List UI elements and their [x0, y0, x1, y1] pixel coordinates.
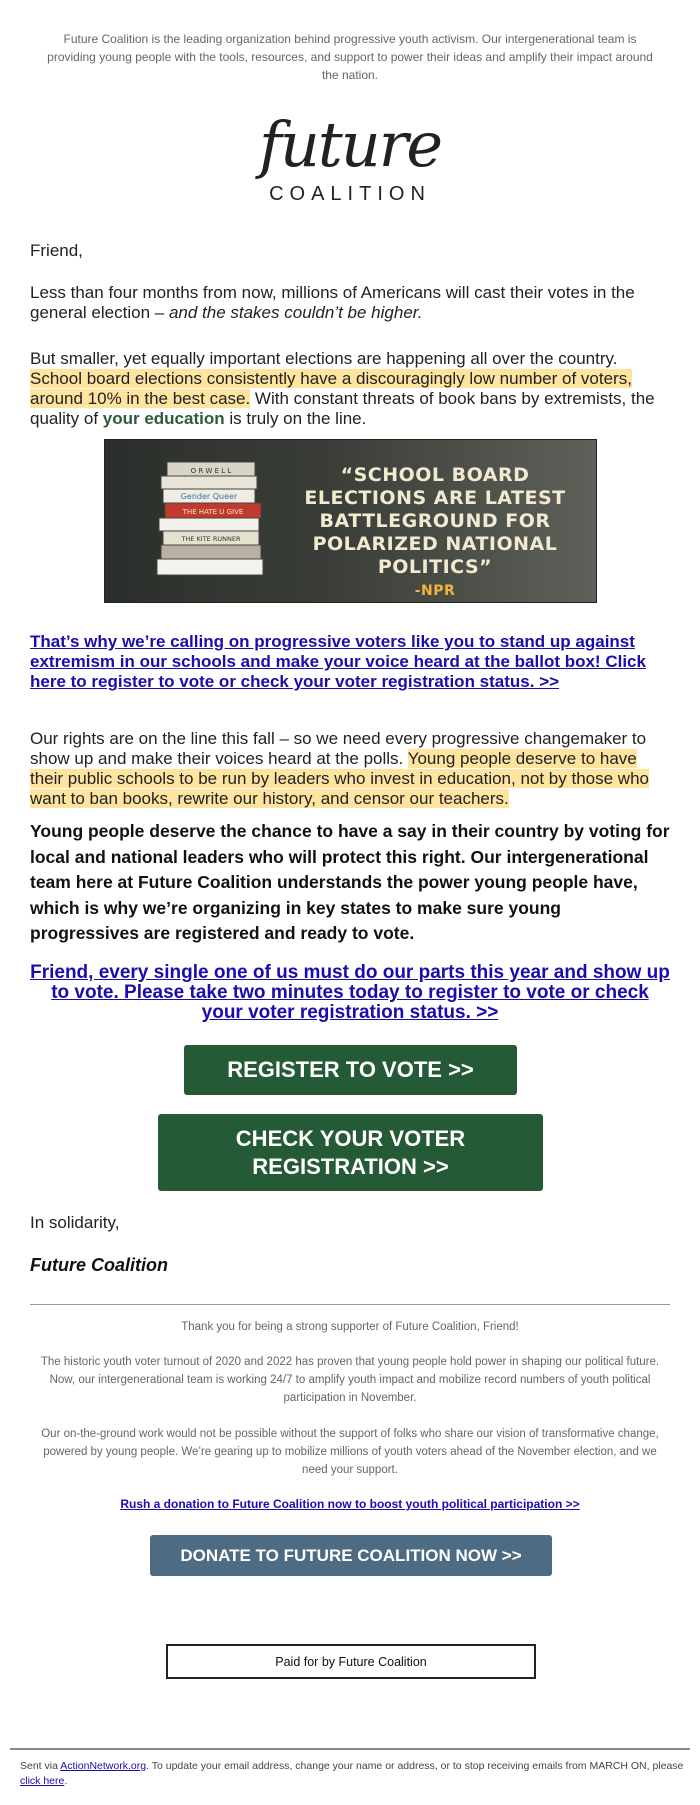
paragraph-1-italic: and the stakes couldn’t be higher.	[168, 303, 423, 322]
book-spine-1: O R W E L L	[190, 467, 232, 475]
book-spine-4: THE HATE U GIVE	[182, 508, 244, 516]
book-2	[161, 476, 257, 489]
bottom-end-text: .	[64, 1775, 68, 1787]
footer-paragraph-1: The historic youth voter turnout of 2020 and 2022 has proven that young people hold power in shaping our political future. Now, our intergenerational team is working 24/7 to amplify youth impact and mobilize record numbers of youth political participation in November.	[40, 1356, 660, 1404]
paragraph-3	[30, 729, 672, 809]
register-link-2[interactable]: Friend, every single one of us must do our parts this year and show up to vote. Please take two minutes today to register to vote or check your voter registration status. >>	[30, 962, 670, 1023]
paragraph-2-mid: With constant threats of book bans by extremists, the quality of	[30, 389, 655, 428]
npr-quote-banner	[104, 439, 597, 603]
paragraph-2	[30, 349, 672, 429]
footer-thanks: Thank you for being a strong supporter of Future Coalition, Friend!	[181, 1321, 519, 1333]
paragraph-2-pre: But smaller, yet equally important elections are happening all over the country.	[30, 349, 618, 368]
paragraph-2-highlight: School board elections consistently have a discouragingly low number of voters, around 10% in the best case.	[30, 369, 632, 408]
book-5	[159, 518, 259, 531]
footer-paragraph-2: Our on-the-ground work would not be possible without the support of folks who share our vision of transformative change, powered by young people. We’re gearing up to mobilize millions of youth voters ahead of the November election, and we need your support.	[41, 1428, 659, 1476]
paragraph-3-pre: Our rights are on the line this fall – so we need every progressive changemaker to show up and make their voices heard at the polls.	[30, 729, 647, 768]
book-stack-illustration	[105, 440, 285, 603]
divider	[30, 1304, 670, 1305]
banner-quote-text: “SCHOOL BOARD ELECTIONS ARE LATEST BATTLEGROUND FOR POLARIZED NATIONAL POLITICS”	[304, 464, 566, 578]
paid-for-text: Paid for by Future Coalition	[275, 1654, 427, 1669]
future-coalition-logo[interactable]	[240, 102, 460, 212]
unsubscribe-link[interactable]: click here	[20, 1775, 65, 1787]
paragraph-4-bold: Young people deserve the chance to have a say in their country by voting for local and national leaders who will protect this right. Our intergenerational team here at Future Coalition understands the power young people have, which is why we’re organizing in key states to make sure young progressives are registered and ready to vote.	[30, 821, 670, 943]
bottom-legal-text	[20, 1759, 685, 1789]
check-registration-button[interactable]: CHECK YOUR VOTER REGISTRATION >>	[158, 1114, 543, 1191]
logo-word: future	[258, 108, 442, 181]
greeting: Friend,	[30, 241, 83, 260]
actionnetwork-link[interactable]: ActionNetwork.org	[60, 1760, 147, 1772]
register-link-1[interactable]: That’s why we’re calling on progressive voters like you to stand up against extremism in our schools and make your voice heard at the ballot box! Click here to register to vote or check your voter registration status. >>	[30, 632, 646, 691]
paragraph-3-highlight: Young people deserve to have their public schools to be run by leaders who invest in education, not by those who want to ban books, rewrite our history, and censor our teachers.	[30, 749, 649, 808]
paragraph-1-text: Less than four months from now, millions of Americans will cast their votes in the general election –	[30, 283, 635, 322]
signature: Future Coalition	[30, 1255, 168, 1275]
signoff: In solidarity,	[30, 1213, 120, 1232]
paragraph-2-green: your education	[102, 409, 225, 428]
banner-quote	[285, 464, 585, 603]
sent-via-text: Sent via	[20, 1760, 61, 1772]
paragraph-1	[30, 283, 672, 323]
register-to-vote-button[interactable]: REGISTER TO VOTE >>	[184, 1045, 517, 1095]
paid-for-box	[166, 1644, 536, 1679]
book-spine-3: Gender Queer	[180, 492, 238, 501]
logo-sub: COALITION	[269, 183, 431, 205]
book-8	[157, 559, 263, 575]
bottom-rest-text: . To update your email address, change your name or address, or to stop receiving emails from MARCH ON, please	[146, 1760, 684, 1772]
book-spine-6: THE KITE RUNNER	[181, 535, 241, 543]
donate-button[interactable]: DONATE TO FUTURE COALITION NOW >>	[150, 1535, 552, 1576]
paragraph-2-post: is truly on the line.	[224, 409, 367, 428]
bottom-divider	[10, 1748, 690, 1750]
intro-text: Future Coalition is the leading organization behind progressive youth activism. Our intergenerational team is providing young people with the tools, resources, and support to power their ideas and amplify their impact around the nation.	[47, 32, 653, 82]
donate-link[interactable]: Rush a donation to Future Coalition now to boost youth political participation >>	[120, 1497, 580, 1511]
banner-source: -NPR	[414, 583, 456, 599]
book-7	[161, 545, 261, 559]
